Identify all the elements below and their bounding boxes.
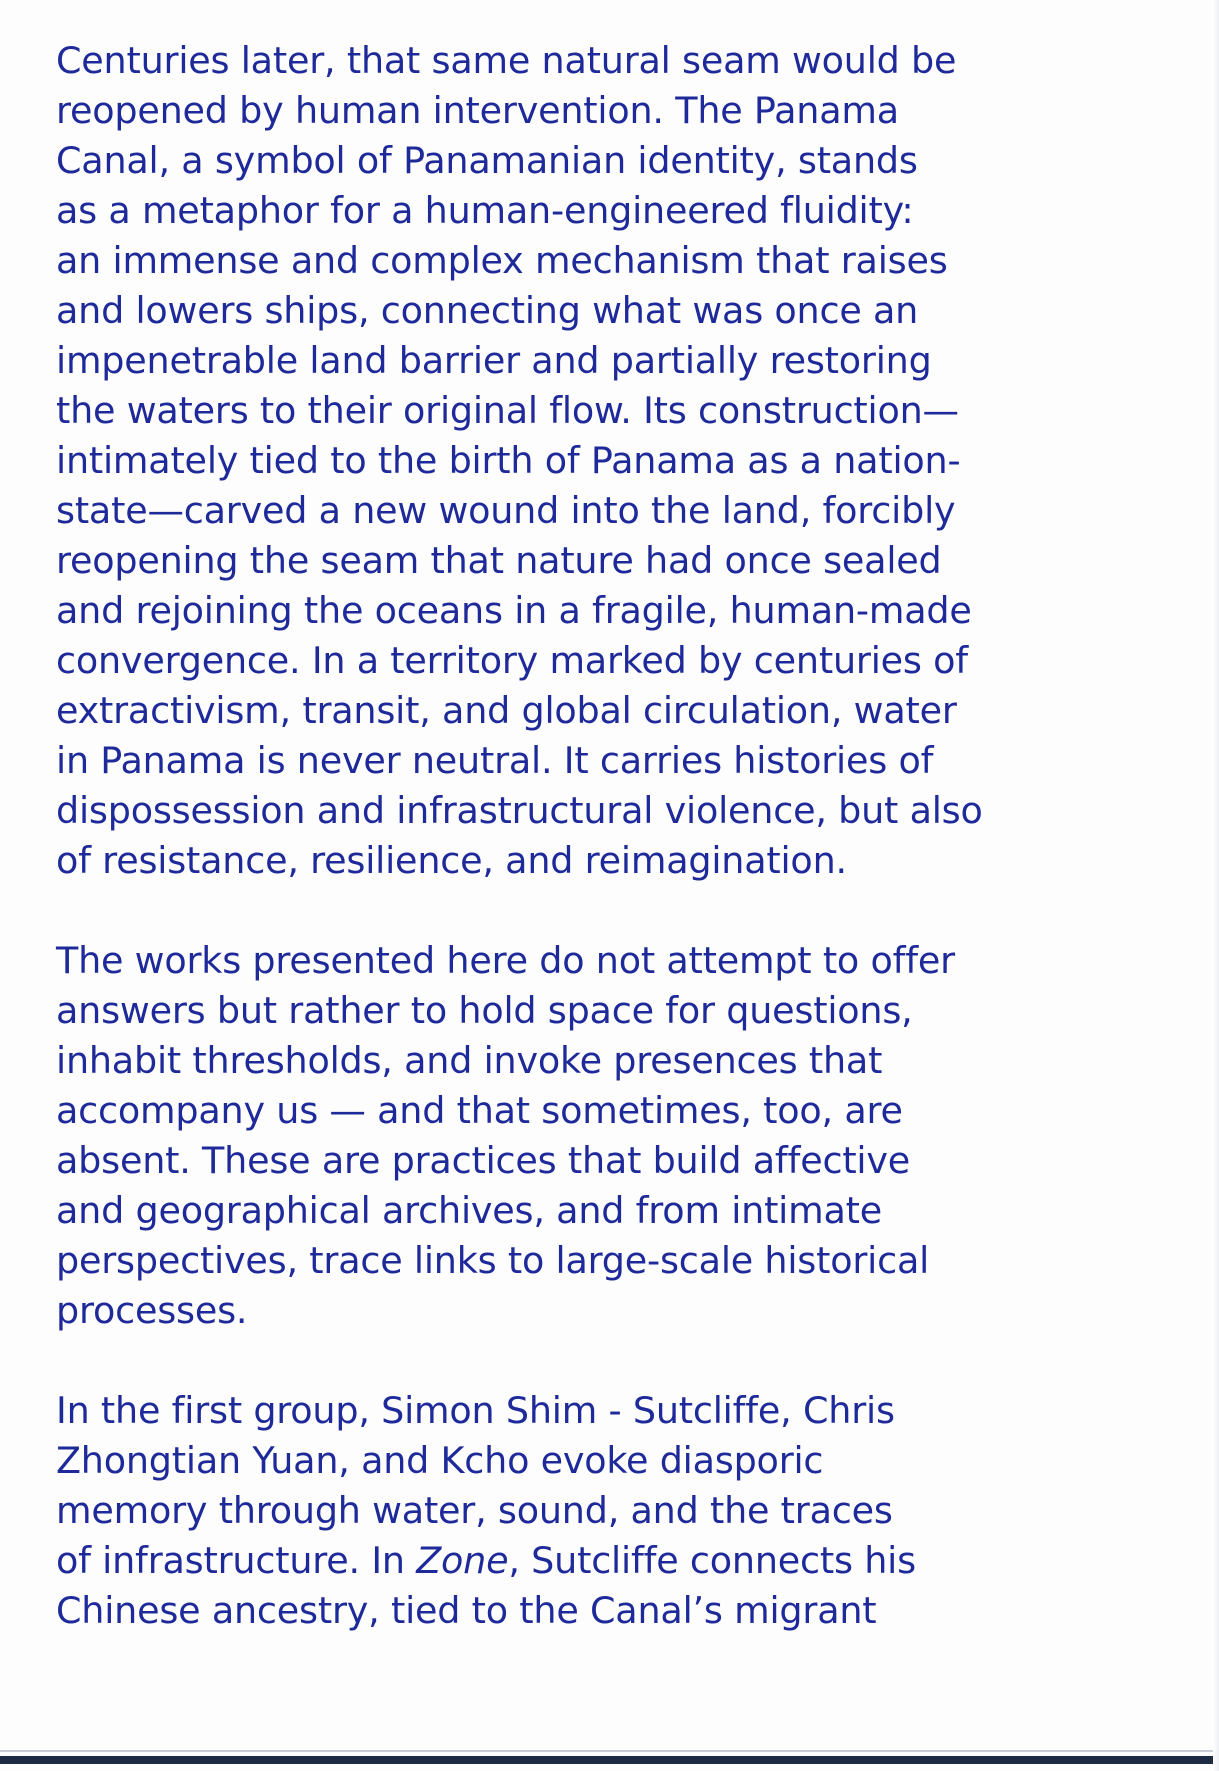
text-line: the waters to their original flow. Its construction— <box>56 389 959 432</box>
page-right-edge <box>1213 0 1219 1771</box>
text-line: in Panama is never neutral. It carries histories of <box>56 739 934 782</box>
text-line: The works presented here do not attempt to offer <box>56 939 955 982</box>
text-line: Centuries later, that same natural seam would be <box>56 39 957 82</box>
text-line <box>56 1536 1196 1586</box>
paragraph-panama-canal <box>56 36 1196 886</box>
text-line: and rejoining the oceans in a fragile, human-made <box>56 589 972 632</box>
text-run: of infrastructure. In <box>56 1539 417 1582</box>
text-line: extractivism, transit, and global circulation, water <box>56 689 957 732</box>
text-line: perspectives, trace links to large-scale historical <box>56 1239 930 1282</box>
text-run: , Sutcliffe connects his <box>508 1539 916 1582</box>
artwork-title-zone: Zone <box>416 1539 509 1582</box>
text-line: reopened by human intervention. The Panama <box>56 89 899 132</box>
text-line: Zhongtian Yuan, and Kcho evoke diasporic <box>56 1439 824 1482</box>
page-bottom-border <box>0 1756 1219 1764</box>
paragraph-works-presented <box>56 936 1196 1336</box>
text-line: Canal, a symbol of Panamanian identity, stands <box>56 139 918 182</box>
text-line: answers but rather to hold space for questions, <box>56 989 913 1032</box>
text-line: inhabit thresholds, and invoke presences that <box>56 1039 883 1082</box>
text-line: intimately tied to the birth of Panama as a nation- <box>56 439 961 482</box>
text-line: of resistance, resilience, and reimagination. <box>56 839 847 882</box>
text-line: and geographical archives, and from intimate <box>56 1189 883 1232</box>
text-line: as a metaphor for a human-engineered fluidity: <box>56 189 914 232</box>
text-line: state—carved a new wound into the land, forcibly <box>56 489 956 532</box>
text-line: dispossession and infrastructural violence, but also <box>56 789 983 832</box>
text-line: an immense and complex mechanism that raises <box>56 239 948 282</box>
text-line: memory through water, sound, and the traces <box>56 1489 893 1532</box>
text-line: In the first group, Simon Shim - Sutcliffe, Chris <box>56 1389 895 1432</box>
text-line: Chinese ancestry, tied to the Canal’s migrant <box>56 1589 877 1632</box>
text-line: reopening the seam that nature had once sealed <box>56 539 942 582</box>
text-line: accompany us — and that sometimes, too, are <box>56 1089 903 1132</box>
text-line: and lowers ships, connecting what was once an <box>56 289 919 332</box>
text-line: impenetrable land barrier and partially restoring <box>56 339 932 382</box>
text-line: absent. These are practices that build affective <box>56 1139 911 1182</box>
paragraph-first-group <box>56 1386 1196 1636</box>
body-text <box>56 36 1196 1686</box>
page-edge-line <box>0 1750 1219 1752</box>
text-line: processes. <box>56 1289 248 1332</box>
text-line: convergence. In a territory marked by centuries of <box>56 639 968 682</box>
